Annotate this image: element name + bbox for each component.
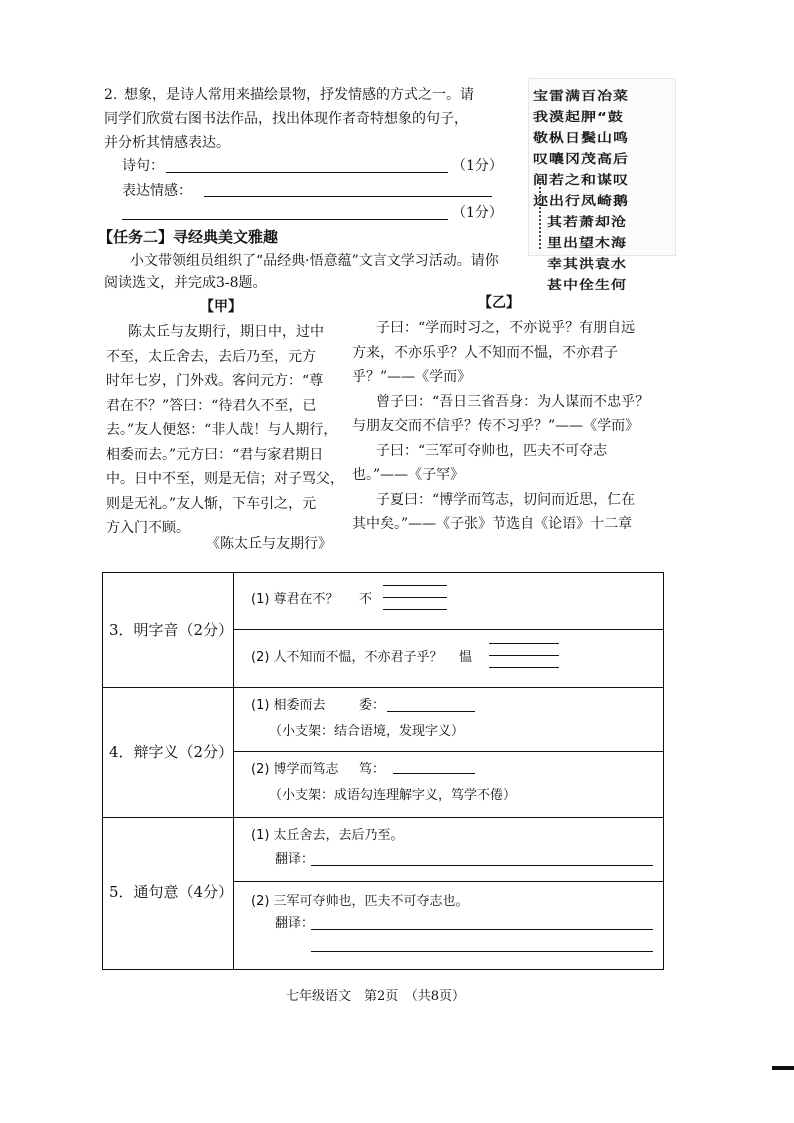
calligraphy-row: 我漠起胛“鼓: [533, 109, 624, 125]
pinyin-line[interactable]: [383, 597, 447, 598]
calligraphy-row: 叹嚷冈茂高后: [533, 151, 630, 167]
calligraphy-row: 幸其洪袁水: [547, 256, 628, 272]
yi-line: 曾子曰：“吾日三省吾身：为人谋而不忠乎？: [376, 393, 650, 410]
yi-line: 子夏曰：“博学而笃志，切问而近思，仁在: [376, 491, 636, 508]
jia-line: 相委而去。”元方曰：“君与家君期日: [106, 446, 324, 463]
q3-item1: (1) 尊君在不？: [251, 592, 339, 607]
pinyin-line[interactable]: [489, 643, 559, 644]
calligraphy-image: [528, 78, 676, 293]
jia-line: 不至，太丘舍去，去后乃至，元方: [106, 348, 316, 365]
jia-line: 时年七岁，门外戏。客问元方：“尊: [106, 373, 324, 389]
jia-source: 《陈太丘与友期行》: [206, 536, 332, 552]
translation-line[interactable]: [311, 951, 653, 952]
yi-line: 与朋友交而不信乎？传不习乎？”——《学而》: [352, 418, 640, 434]
q2-line2: 同学们欣赏右图书法作品，找出体现作者奇特想象的句子，: [104, 111, 468, 127]
q4-item2-char: 笃：: [359, 762, 386, 777]
page-footer: 七年级语文 第2页 （共8页）: [286, 989, 466, 1004]
jia-line: 方入门不顾。: [106, 520, 190, 536]
emotion-answer-line-2[interactable]: [122, 219, 448, 220]
table-row-divider: [103, 817, 663, 818]
pinyin-line[interactable]: [383, 609, 447, 610]
q2-line3: 并分析其情感表达。: [104, 135, 230, 151]
emotion-answer-line-1[interactable]: [204, 196, 492, 197]
jia-label: 【甲】: [200, 299, 242, 315]
q3-item2: (2) 人不知而不愠，不亦君子乎？: [251, 650, 443, 665]
q2-number: 2.: [104, 87, 118, 103]
scan-edge-mark: [772, 1066, 794, 1070]
poem-score: （1分）: [452, 158, 503, 174]
calligraphy-row: 里出望木海: [547, 235, 628, 251]
table-row-divider: [233, 881, 663, 882]
task2-heading: 【任务二】寻经典美文雅趣: [98, 228, 279, 246]
task2-intro-2: 阅读选文，并完成3-8题。: [104, 275, 267, 291]
calligraphy-row: 甚中佺生何: [547, 277, 628, 293]
translation-line[interactable]: [311, 865, 653, 866]
jia-line: 陈太丘与友期行，期日中，过中: [128, 324, 324, 340]
q3-label: 3．明字音（2分）: [109, 621, 234, 639]
q5-label: 5．通句意（4分）: [109, 883, 234, 901]
meaning-line[interactable]: [393, 773, 475, 774]
yi-line: 方来，不亦乐乎？人不知而不愠，不亦君子: [352, 344, 618, 361]
table-row-divider: [233, 629, 663, 630]
yi-line: 子曰：“三军可夺帅也，匹夫不可夺志: [376, 442, 608, 459]
yi-passage: [352, 316, 649, 537]
emotion-label: 表达情感：: [122, 183, 192, 199]
calligraphy-row: 闾若之和谋叹: [533, 172, 630, 188]
answer-table: [102, 572, 664, 970]
pinyin-line[interactable]: [383, 585, 447, 586]
q4-item1-hint: （小支架：结合语境，发现字义）: [269, 724, 465, 739]
yi-line: 子曰：“学而时习之，不亦说乎？有朋自远: [376, 320, 636, 336]
q3-item2-char: 愠: [459, 650, 473, 665]
table-row-divider: [233, 751, 663, 752]
q5-item1: (1) 太丘舍去，去后乃至。: [251, 828, 404, 843]
translation-line[interactable]: [311, 929, 653, 930]
q4-item2: (2) 博学而笃志: [251, 762, 339, 777]
emotion-score: （1分）: [452, 205, 503, 221]
q4-label: 4．辩字义（2分）: [109, 743, 234, 761]
q4-item1: (1) 相委而去: [251, 698, 326, 713]
q3-item1-char: 不: [359, 592, 373, 607]
q2-line1: 想象，是诗人常用来描绘景物，抒发情感的方式之一。请: [124, 87, 474, 103]
poem-answer-line[interactable]: [166, 172, 448, 173]
yi-label: 【乙】: [478, 295, 520, 311]
jia-line: 则是无礼。”友人惭，下车引之，元: [106, 495, 317, 512]
yi-line: 其中矣。”——《子张》节选自《论语》十二章: [352, 516, 633, 532]
table-divider: [233, 573, 234, 969]
yi-line: 乎？”——《学而》: [352, 369, 472, 385]
jia-line: 君在不？”答曰：“待君久不至，已: [106, 397, 317, 414]
q5-item1-prompt: 翻译：: [275, 852, 315, 867]
jia-passage: [106, 320, 344, 541]
q4-item1-char: 委：: [359, 698, 386, 713]
task2-intro-1: 小文带领组员组织了“品经典·悟意蕴”文言文学习活动。请你: [130, 253, 499, 269]
pinyin-line[interactable]: [489, 667, 559, 668]
calligraphy-row: 敬枞日鬓山鸣: [533, 130, 630, 146]
calligraphy-row: 宝雷满百冶菜: [533, 88, 630, 104]
pinyin-line[interactable]: [489, 655, 559, 656]
q4-item2-hint: （小支架：成语勾连理解字义，笃学不倦）: [269, 788, 517, 803]
poem-label: 诗句：: [122, 158, 164, 174]
meaning-line[interactable]: [387, 711, 475, 712]
seal-mark: [539, 179, 549, 249]
calligraphy-row: 迩出行凤崎鹅: [533, 193, 630, 209]
calligraphy-row: 其若萧却沧: [547, 214, 628, 230]
jia-line: 中。日中不至，则是无信；对子骂父，: [106, 471, 344, 487]
yi-line: 也。”——《子罕》: [352, 467, 465, 483]
q5-item2: (2) 三军可夺帅也，匹夫不可夺志也。: [251, 894, 469, 909]
table-row-divider: [103, 687, 663, 688]
q5-item2-prompt: 翻译：: [275, 916, 315, 931]
jia-line: 去。”友人便怒：“非人哉！与人期行，: [106, 422, 338, 438]
